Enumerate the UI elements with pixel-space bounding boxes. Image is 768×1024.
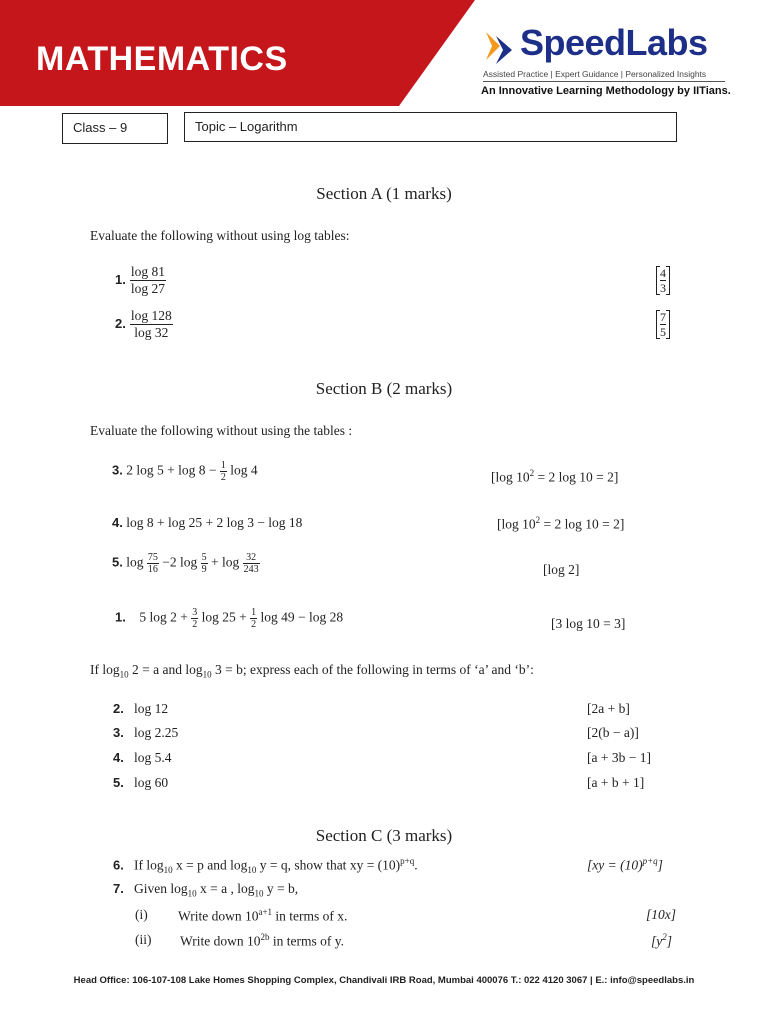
- expression-part: −2 log: [162, 554, 198, 570]
- question-number: 3.: [112, 462, 123, 478]
- superscript: a+1: [258, 907, 273, 917]
- text-part: If log: [90, 662, 120, 677]
- answer-b5: [log 2]: [543, 562, 580, 577]
- numerator: 1: [251, 607, 257, 618]
- question-number: 2.: [115, 316, 126, 332]
- denominator: 2: [251, 619, 257, 630]
- list-answer: [2a + b]: [587, 701, 630, 716]
- answer-numerator: 4: [660, 266, 666, 280]
- numerator: 3: [192, 607, 198, 618]
- text-part: Write down 10: [180, 933, 261, 949]
- text-part: y = b,: [263, 881, 299, 896]
- list-item: [113, 750, 171, 766]
- question-number: 1.: [115, 272, 126, 288]
- numerator: 1: [220, 460, 226, 471]
- expression: log 8 + log 25 + 2 log 3 − log 18: [126, 515, 303, 530]
- answer-part: [log 10: [491, 469, 530, 485]
- list-answer: [2(b − a)]: [587, 725, 639, 740]
- superscript: p+q: [400, 856, 415, 866]
- question-a2: [115, 308, 173, 341]
- answer-part: = 2 log 10 = 2]: [534, 469, 619, 485]
- section-a-instruction: Evaluate the following without using log tables:: [90, 228, 350, 243]
- expression-part: 5 log 2 +: [139, 609, 188, 625]
- subscript: 10: [187, 888, 197, 899]
- question-number: 5.: [113, 775, 124, 790]
- question-number: 4.: [113, 750, 124, 765]
- subpart-label: (ii): [135, 932, 152, 947]
- answer-part: [y: [651, 933, 663, 949]
- answer-b6: [3 log 10 = 3]: [551, 616, 626, 631]
- subscript: 10: [247, 865, 257, 876]
- question-number: 3.: [113, 725, 124, 740]
- numerator: log 128: [130, 308, 172, 323]
- subscript: 10: [163, 865, 173, 876]
- expression: log 5.4: [133, 750, 172, 765]
- class-box: Class – 9: [62, 113, 168, 144]
- answer-part: [xy = (10): [587, 857, 643, 873]
- answer-superscript: 2: [535, 515, 541, 525]
- logo-text: SpeedLabs: [520, 22, 708, 63]
- fraction: [243, 552, 260, 575]
- question-number: 5.: [112, 554, 123, 570]
- list-item: [113, 725, 178, 741]
- fraction: [250, 607, 257, 630]
- subpart-label: (i): [135, 907, 148, 922]
- question-b6: [115, 607, 343, 630]
- question-number: 4.: [112, 515, 123, 530]
- numerator: log 81: [130, 264, 165, 279]
- text-part: y = q, show that xy = (10): [256, 857, 401, 873]
- answer-part: ]: [657, 857, 663, 873]
- denominator: 16: [147, 564, 158, 575]
- fraction: [130, 264, 166, 297]
- answer-fraction: [656, 266, 670, 295]
- denominator: 243: [243, 564, 259, 575]
- expression: log 60: [133, 775, 169, 790]
- text-part: Write down 10: [178, 908, 259, 924]
- denominator: log 32: [134, 325, 169, 340]
- text-part: x = p and log: [172, 857, 248, 873]
- logo-subtitle: An Innovative Learning Methodology by IITians.: [481, 85, 731, 97]
- condition-line: [90, 662, 534, 680]
- answer-part: ]: [666, 933, 673, 949]
- question-c7: [113, 881, 298, 899]
- subscript: 10: [254, 888, 264, 899]
- denominator: 2: [220, 472, 226, 483]
- section-b-instruction: Evaluate the following without using the tables :: [90, 423, 353, 438]
- speedlabs-logo-icon: [484, 28, 518, 68]
- expression: log 12: [133, 701, 169, 716]
- fraction: [201, 552, 208, 575]
- answer-part: [log 10: [497, 516, 536, 532]
- text-part: in terms of y.: [269, 933, 344, 949]
- answer-a1: [656, 266, 670, 295]
- question-b5: [112, 552, 260, 575]
- answer-superscript: 2: [529, 468, 535, 478]
- expression-part: log 49 − log 28: [260, 609, 344, 625]
- numerator: 32: [243, 552, 260, 564]
- expression-part: log: [126, 554, 144, 570]
- fraction: [191, 607, 198, 630]
- section-b-title: Section B (2 marks): [315, 379, 453, 398]
- list-answer: [a + 3b − 1]: [587, 750, 651, 765]
- denominator: 2: [192, 619, 198, 630]
- fraction: [147, 552, 159, 575]
- text-part: Given log: [133, 881, 188, 896]
- list-item: [113, 775, 168, 791]
- subpart-text: [180, 932, 344, 950]
- answer-denominator: 3: [660, 281, 666, 295]
- fraction: [130, 308, 173, 341]
- expression-part: 2 log 5 + log 8 −: [126, 462, 217, 478]
- numerator: 75: [147, 552, 158, 563]
- question-number: 1.: [115, 609, 126, 625]
- section-c-title: Section C (3 marks): [315, 826, 453, 845]
- answer-c7i: [10x]: [646, 907, 676, 922]
- text-part: .: [414, 857, 418, 873]
- topic-box: Topic – Logarithm: [184, 112, 677, 142]
- expression-part: log 4: [230, 462, 258, 478]
- answer-fraction: [656, 310, 670, 339]
- list-item: [113, 701, 168, 717]
- text-part: 3 = b; express each of the following in terms of ‘a’ and ‘b’:: [211, 662, 534, 677]
- subscript: 10: [202, 669, 212, 680]
- footer-address: Head Office: 106-107-108 Lake Homes Shopping Complex, Chandivali IRB Road, Mumbai 400076 T.: 022 4120 3067 | E.: info@speedlabs.in: [73, 975, 695, 986]
- text-part: in terms of x.: [272, 908, 348, 924]
- answer-denominator: 5: [660, 325, 666, 339]
- answer-superscript: p+q: [642, 856, 658, 866]
- banner-title: MATHEMATICS: [36, 40, 288, 78]
- question-number: 2.: [113, 701, 124, 716]
- numerator: 5: [201, 552, 207, 563]
- question-c6: [113, 856, 418, 875]
- superscript: 2b: [260, 932, 270, 942]
- expression-part: log 25 +: [201, 609, 247, 625]
- question-number: 7.: [113, 881, 124, 896]
- answer-c7ii: [651, 932, 672, 950]
- answer-b4: [497, 515, 624, 533]
- answer-c6: [587, 856, 663, 874]
- question-b4: [112, 515, 302, 531]
- expression-part: + log: [210, 554, 240, 570]
- denominator: log 27: [130, 281, 165, 296]
- denominator: 9: [201, 564, 207, 575]
- answer-numerator: 7: [660, 310, 666, 324]
- answer-b3: [491, 468, 618, 486]
- question-number: 6.: [113, 857, 124, 873]
- subscript: 10: [119, 669, 129, 680]
- expression: log 2.25: [133, 725, 179, 740]
- question-b3: [112, 460, 258, 483]
- logo-tagline: Assisted Practice | Expert Guidance | Personalized Insights: [483, 69, 725, 82]
- section-a-title: Section A (1 marks): [316, 184, 452, 203]
- answer-superscript: 2: [662, 932, 667, 942]
- text-part: 2 = a and log: [128, 662, 203, 677]
- answer-a2: [656, 310, 670, 339]
- answer-part: = 2 log 10 = 2]: [540, 516, 625, 532]
- list-answer: [a + b + 1]: [587, 775, 645, 790]
- text-part: If log: [133, 857, 164, 873]
- text-part: x = a , log: [196, 881, 255, 896]
- question-a1: [115, 264, 166, 297]
- fraction: [220, 460, 227, 483]
- subpart-text: [178, 907, 347, 925]
